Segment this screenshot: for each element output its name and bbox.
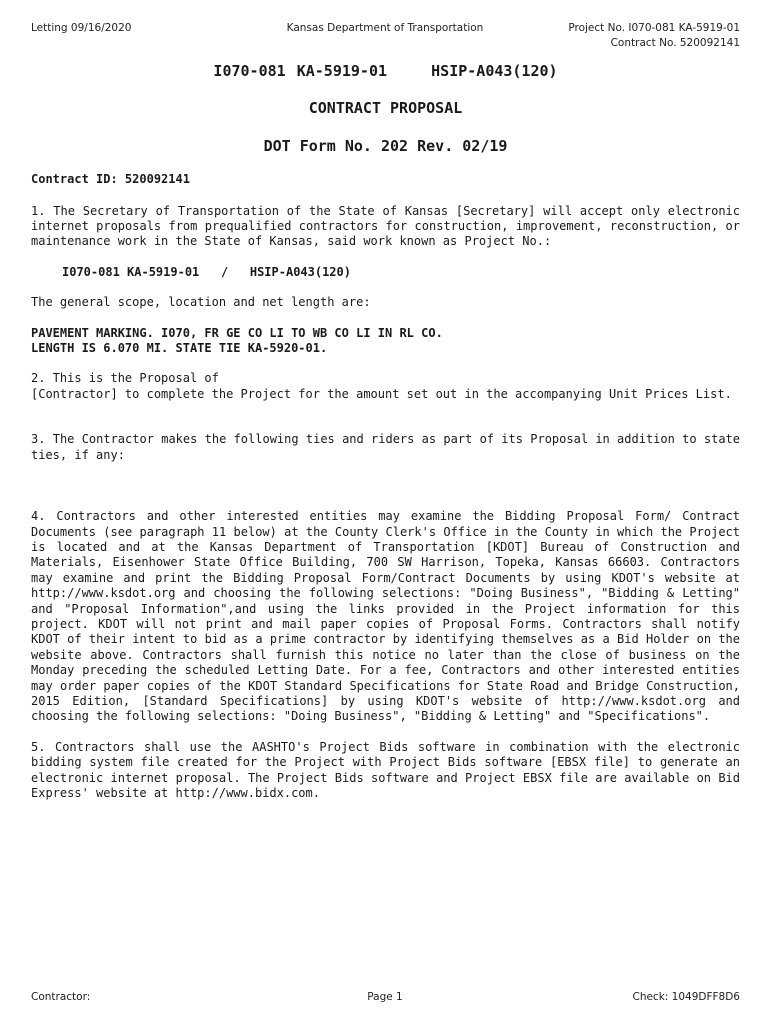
header-contract-no: Contract No. 520092141 [610, 37, 740, 49]
footer-page-number: Page 1 [367, 991, 403, 1003]
scope-line-1: PAVEMENT MARKING. I070, FR GE CO LI TO WB CO LI IN RL CO. [31, 325, 443, 340]
project-number-line: I070-081 KA-5919-01 / HSIP-A043(120) [62, 264, 351, 279]
scope-intro: The general scope, location and net length are: [31, 295, 371, 310]
paragraph-1: 1. The Secretary of Transportation of the State of Kansas [Secretary] will accept only electronic internet proposals from prequalified contractors for construction, improvement, reconstruction, or maintenance work in the State of Kansas, said work known as Project No.: [31, 203, 740, 249]
paragraph-2-line-1: 2. This is the Proposal of [31, 371, 219, 386]
footer-contractor: Contractor: [31, 991, 91, 1003]
paragraph-4: 4. Contractors and other interested entities may examine the Bidding Proposal Form/ Contract Documents (see paragraph 11 below) at the County Clerk's Office in the County in which the Project is located and at the Kansas Department of Transportation [KDOT] Bureau of Construction and Materials, Eisenhower State Office Building, 700 SW Harrison, Topeka, Kansas 66603. Contractors may examine and print the Bidding Proposal Form/Contract Documents by using KDOT's website at http://www.ksdot.org and choosing the following selections: "Doing Business", "Bidding & Letting" and "Proposal Information",and using the links provided in the Project information for this project. KDOT will not print and mail paper copies of Proposal Forms. Contractors shall notify KDOT of their intent to bid as a prime contractor by identifying themselves as a Bid Holder on the website above. Contractors shall furnish this notice no later than the close of business on the Monday preceding the scheduled Letting Date. For a fee, Contractors and other interested entities may order paper copies of the KDOT Standard Specifications for State Road and Bridge Construction, 2015 Edition, [Standard Specifications] by using KDOT's website of http://www.ksdot.org and choosing the following selections: "Doing Business", "Bidding & Letting" and "Specifications". [31, 509, 740, 724]
document-body [31, 60, 740, 801]
header-project-no: Project No. I070-081 KA-5919-01 [568, 22, 740, 34]
header-letting-date: Letting 09/16/2020 [31, 22, 132, 34]
project-title: I070-081 KA-5919-01 HSIP-A043(120) [213, 62, 558, 80]
footer-check: Check: 1049DFF8D6 [632, 991, 740, 1003]
form-title: DOT Form No. 202 Rev. 02/19 [263, 136, 508, 155]
paragraph-3: 3. The Contractor makes the following ties and riders as part of its Proposal in addition to state ties, if any: [31, 432, 740, 462]
paragraph-5: 5. Contractors shall use the AASHTO's Project Bids software in combination with the electronic bidding system file created for the Project with Project Bids software [EBSX file] to generate an electronic internet proposal. The Project Bids software and Project EBSX file are available on Bid Express' website at http://www.bidx.com. [31, 739, 740, 800]
paragraph-2-line-2: [Contractor] to complete the Project for the amount set out in the accompanying Unit Prices List. [31, 386, 732, 401]
proposal-title: CONTRACT PROPOSAL [308, 99, 463, 118]
header-project-info [568, 21, 740, 51]
header-agency: Kansas Department of Transportation [286, 22, 484, 34]
contract-id: Contract ID: 520092141 [31, 172, 190, 187]
scope-line-2: LENGTH IS 6.070 MI. STATE TIE KA-5920-01. [31, 341, 328, 356]
